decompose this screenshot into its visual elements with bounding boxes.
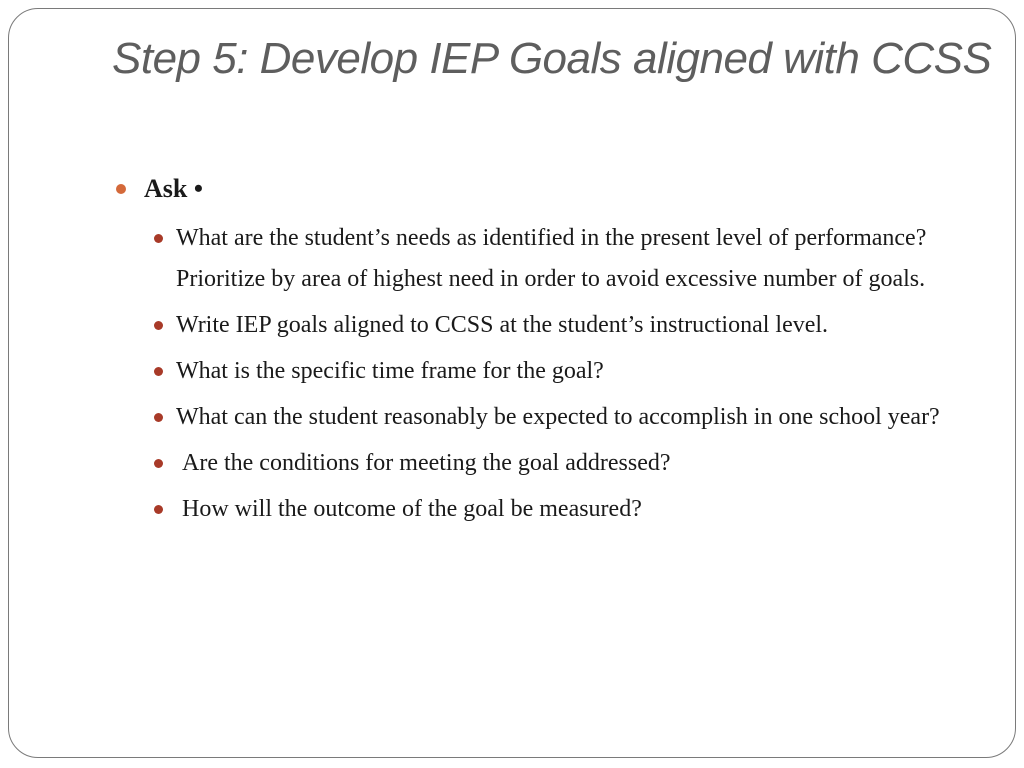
sub-bullet-item xyxy=(150,351,970,392)
ask-bullet-text xyxy=(144,172,203,206)
sub-bullet-dot-icon xyxy=(154,505,163,514)
ask-bullet xyxy=(116,172,203,206)
ask-label: Ask xyxy=(144,174,188,203)
ask-suffix: • xyxy=(187,174,203,203)
sub-bullet-text: What can the student reasonably be expected to accomplish in one school year? xyxy=(176,404,940,430)
sub-bullet-item xyxy=(150,443,970,484)
sub-bullet-dot-icon xyxy=(154,413,163,422)
sub-bullet-item xyxy=(150,397,970,438)
bullet-dot-icon xyxy=(116,184,126,194)
sub-bullet-item xyxy=(150,305,970,346)
slide-title: Step 5: Develop IEP Goals aligned with CCSS xyxy=(112,34,992,83)
sub-bullet-text: How will the outcome of the goal be measured? xyxy=(176,496,642,522)
sub-bullet-dot-icon xyxy=(154,234,163,243)
sub-bullet-text: What is the specific time frame for the goal? xyxy=(176,358,604,384)
sub-bullet-text: Write IEP goals aligned to CCSS at the student’s instructional level. xyxy=(176,312,829,338)
sub-bullet-text: What are the student’s needs as identified in the present level of performance? Prioritize by area of highest need in order to avoid excessive number of goals. xyxy=(176,225,927,292)
sub-bullet-text: Are the conditions for meeting the goal addressed? xyxy=(176,450,671,476)
sub-bullet-dot-icon xyxy=(154,367,163,376)
sub-bullet-item xyxy=(150,489,970,530)
sub-bullet-dot-icon xyxy=(154,459,163,468)
sub-bullet-dot-icon xyxy=(154,321,163,330)
sub-bullet-item xyxy=(150,218,970,300)
sub-bullet-list xyxy=(150,218,970,535)
